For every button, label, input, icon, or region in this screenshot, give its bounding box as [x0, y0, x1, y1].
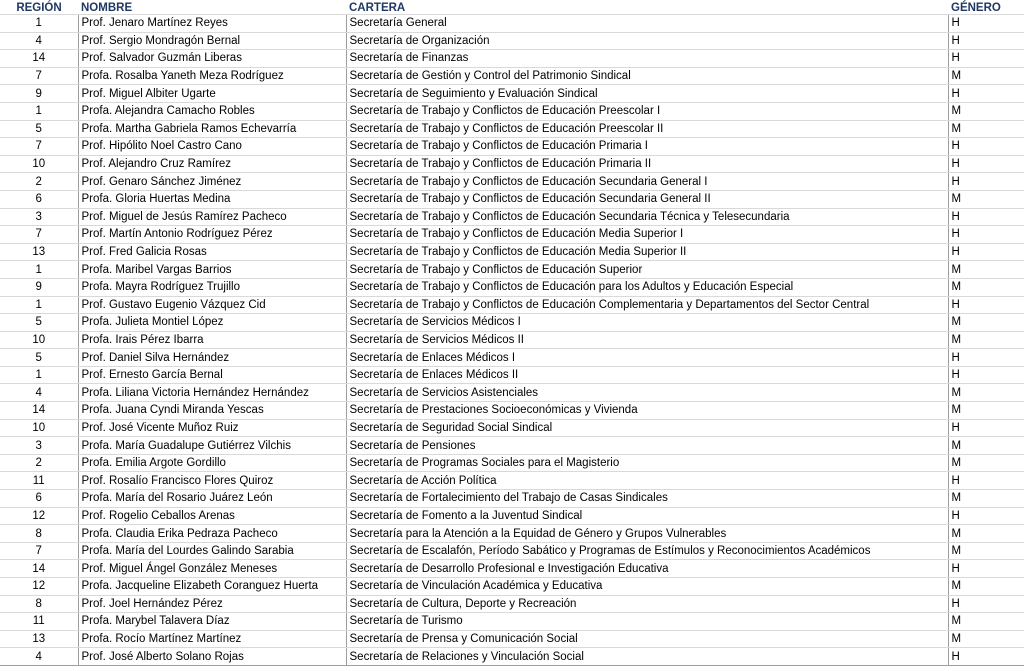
cell-cartera[interactable]: Secretaría de Fomento a la Juventud Sindical	[346, 507, 948, 525]
cell-cartera[interactable]: Secretaría de Vinculación Académica y Educativa	[346, 578, 948, 596]
cell-region[interactable]: 1	[0, 261, 78, 279]
table-row	[0, 208, 1024, 226]
cell-nombre[interactable]: Profa. Julieta Montiel López	[78, 314, 346, 332]
cell-nombre[interactable]: Profa. Mayra Rodríguez Trujillo	[78, 278, 346, 296]
cell-region[interactable]: 5	[0, 349, 78, 367]
cell-region[interactable]: 11	[0, 472, 78, 490]
cell-cartera[interactable]: Secretaría de Trabajo y Conflictos de Educación Preescolar II	[346, 120, 948, 138]
table-row	[0, 243, 1024, 261]
cell-nombre[interactable]: Prof. Rogelio Ceballos Arenas	[78, 507, 346, 525]
table-row	[0, 419, 1024, 437]
cell-genero[interactable]: H	[948, 50, 1024, 68]
cell-genero[interactable]: H	[948, 155, 1024, 173]
table-row	[0, 85, 1024, 103]
cell-region[interactable]: 9	[0, 278, 78, 296]
table-header	[0, 0, 1024, 15]
cell-genero[interactable]: H	[948, 560, 1024, 578]
cell-nombre[interactable]: Prof. Alejandro Cruz Ramírez	[78, 155, 346, 173]
cell-nombre[interactable]: Profa. Martha Gabriela Ramos Echevarría	[78, 120, 346, 138]
cell-region[interactable]: 4	[0, 648, 78, 666]
cell-cartera[interactable]: Secretaría de Pensiones	[346, 437, 948, 455]
cell-nombre[interactable]: Profa. Marybel Talavera Díaz	[78, 613, 346, 631]
cell-cartera[interactable]: Secretaría de Servicios Asistenciales	[346, 384, 948, 402]
cell-region[interactable]: 7	[0, 138, 78, 156]
cell-cartera[interactable]: Secretaría de Seguridad Social Sindical	[346, 419, 948, 437]
cell-cartera[interactable]: Secretaría de Trabajo y Conflictos de Educación Complementaria y Departamentos del Sector Central	[346, 296, 948, 314]
table-row	[0, 261, 1024, 279]
cell-cartera[interactable]: Secretaría de Trabajo y Conflictos de Educación Superior	[346, 261, 948, 279]
cell-cartera[interactable]: Secretaría General	[346, 15, 948, 33]
cell-nombre[interactable]: Prof. Ernesto García Bernal	[78, 366, 346, 384]
cell-region[interactable]: 1	[0, 102, 78, 120]
cell-cartera[interactable]: Secretaría de Servicios Médicos I	[346, 314, 948, 332]
cell-cartera[interactable]: Secretaría de Turismo	[346, 613, 948, 631]
table-row	[0, 278, 1024, 296]
cell-region[interactable]: 7	[0, 542, 78, 560]
cell-region[interactable]: 1	[0, 366, 78, 384]
table-row	[0, 384, 1024, 402]
cell-cartera[interactable]: Secretaría de Trabajo y Conflictos de Educación Primaria I	[346, 138, 948, 156]
cell-nombre[interactable]: Profa. Rocío Martínez Martínez	[78, 630, 346, 648]
cell-region[interactable]: 1	[0, 15, 78, 33]
cell-genero[interactable]: H	[948, 648, 1024, 666]
cell-nombre[interactable]: Profa. Gloria Huertas Medina	[78, 190, 346, 208]
table-body	[0, 15, 1024, 666]
cell-nombre[interactable]: Profa. Rosalba Yaneth Meza Rodríguez	[78, 67, 346, 85]
cell-region[interactable]: 5	[0, 120, 78, 138]
cell-genero[interactable]: H	[948, 349, 1024, 367]
table-row	[0, 173, 1024, 191]
cell-region[interactable]: 6	[0, 190, 78, 208]
cell-cartera[interactable]: Secretaría de Finanzas	[346, 50, 948, 68]
cell-nombre[interactable]: Profa. Liliana Victoria Hernández Hernández	[78, 384, 346, 402]
cell-cartera[interactable]: Secretaría de Servicios Médicos II	[346, 331, 948, 349]
cell-genero[interactable]: H	[948, 173, 1024, 191]
cell-region[interactable]: 10	[0, 155, 78, 173]
cell-region[interactable]: 10	[0, 419, 78, 437]
cell-cartera[interactable]: Secretaría de Relaciones y Vinculación Social	[346, 648, 948, 666]
table-row	[0, 190, 1024, 208]
cell-nombre[interactable]: Prof. José Vicente Muñoz Ruiz	[78, 419, 346, 437]
table-row	[0, 349, 1024, 367]
cell-genero[interactable]: M	[948, 490, 1024, 508]
cell-nombre[interactable]: Profa. Juana Cyndi Miranda Yescas	[78, 402, 346, 420]
cell-cartera[interactable]: Secretaría de Trabajo y Conflictos de Educación Media Superior II	[346, 243, 948, 261]
cell-region[interactable]: 2	[0, 454, 78, 472]
cell-genero[interactable]: H	[948, 32, 1024, 50]
cell-nombre[interactable]: Prof. Rosalío Francisco Flores Quiroz	[78, 472, 346, 490]
cell-region[interactable]: 13	[0, 243, 78, 261]
cell-nombre[interactable]: Prof. Gustavo Eugenio Vázquez Cid	[78, 296, 346, 314]
cell-nombre[interactable]: Prof. Sergio Mondragón Bernal	[78, 32, 346, 50]
cell-region[interactable]: 1	[0, 296, 78, 314]
table-row	[0, 67, 1024, 85]
table-row	[0, 314, 1024, 332]
table-row	[0, 437, 1024, 455]
cell-region[interactable]: 7	[0, 226, 78, 244]
cell-region[interactable]: 11	[0, 613, 78, 631]
cell-genero[interactable]: H	[948, 138, 1024, 156]
cell-genero[interactable]: M	[948, 261, 1024, 279]
header-nombre[interactable]: NOMBRE	[78, 0, 346, 15]
cell-cartera[interactable]: Secretaría de Fortalecimiento del Trabajo de Casas Sindicales	[346, 490, 948, 508]
cell-nombre[interactable]: Profa. Jacqueline Elizabeth Coranguez Huerta	[78, 578, 346, 596]
table-row	[0, 507, 1024, 525]
cell-cartera[interactable]: Secretaría de Enlaces Médicos II	[346, 366, 948, 384]
table-row	[0, 226, 1024, 244]
table-row	[0, 648, 1024, 666]
cell-genero[interactable]: H	[948, 507, 1024, 525]
cell-nombre[interactable]: Profa. Emilia Argote Gordillo	[78, 454, 346, 472]
cell-region[interactable]: 5	[0, 314, 78, 332]
cell-genero[interactable]: M	[948, 437, 1024, 455]
cell-genero[interactable]: H	[948, 85, 1024, 103]
cell-nombre[interactable]: Prof. Martín Antonio Rodríguez Pérez	[78, 226, 346, 244]
cell-genero[interactable]: H	[948, 472, 1024, 490]
cell-cartera[interactable]: Secretaría de Enlaces Médicos I	[346, 349, 948, 367]
header-region[interactable]: REGIÓN	[0, 0, 78, 15]
header-cartera[interactable]: CARTERA	[346, 0, 948, 15]
cell-nombre[interactable]: Profa. Maribel Vargas Barrios	[78, 261, 346, 279]
cell-region[interactable]: 9	[0, 85, 78, 103]
cell-cartera[interactable]: Secretaría de Acción Política	[346, 472, 948, 490]
cell-region[interactable]: 2	[0, 173, 78, 191]
cell-nombre[interactable]: Prof. Jenaro Martínez Reyes	[78, 15, 346, 33]
table-row	[0, 613, 1024, 631]
cell-cartera[interactable]: Secretaría de Trabajo y Conflictos de Educación Primaria II	[346, 155, 948, 173]
cell-nombre[interactable]: Prof. Hipólito Noel Castro Cano	[78, 138, 346, 156]
cell-nombre[interactable]: Profa. María Guadalupe Gutiérrez Vilchis	[78, 437, 346, 455]
cell-cartera[interactable]: Secretaría de Trabajo y Conflictos de Educación Secundaria Técnica y Telesecundaria	[346, 208, 948, 226]
cell-genero[interactable]: M	[948, 314, 1024, 332]
cell-cartera[interactable]: Secretaría para la Atención a la Equidad de Género y Grupos Vulnerables	[346, 525, 948, 543]
cell-region[interactable]: 13	[0, 630, 78, 648]
cell-cartera[interactable]: Secretaría de Trabajo y Conflictos de Educación Secundaria General II	[346, 190, 948, 208]
table-row	[0, 490, 1024, 508]
cell-region[interactable]: 6	[0, 490, 78, 508]
table-row	[0, 138, 1024, 156]
cell-region[interactable]: 14	[0, 50, 78, 68]
cell-cartera[interactable]: Secretaría de Trabajo y Conflictos de Educación Preescolar I	[346, 102, 948, 120]
cell-region[interactable]: 14	[0, 402, 78, 420]
cell-cartera[interactable]: Secretaría de Escalafón, Período Sabático y Programas de Estímulos y Reconocimientos Académicos	[346, 542, 948, 560]
cell-genero[interactable]: M	[948, 613, 1024, 631]
cell-genero[interactable]: H	[948, 226, 1024, 244]
table-row	[0, 472, 1024, 490]
table-row	[0, 120, 1024, 138]
cell-region[interactable]: 3	[0, 437, 78, 455]
cell-genero[interactable]: H	[948, 595, 1024, 613]
cell-genero[interactable]: H	[948, 208, 1024, 226]
table-row	[0, 15, 1024, 33]
cell-cartera[interactable]: Secretaría de Trabajo y Conflictos de Educación Media Superior I	[346, 226, 948, 244]
table-row	[0, 155, 1024, 173]
cell-cartera[interactable]: Secretaría de Prestaciones Socioeconómicas y Vivienda	[346, 402, 948, 420]
header-row	[0, 0, 1024, 15]
table-row	[0, 32, 1024, 50]
cell-genero[interactable]: M	[948, 190, 1024, 208]
cell-genero[interactable]: H	[948, 243, 1024, 261]
table-row	[0, 542, 1024, 560]
cell-nombre[interactable]: Prof. Salvador Guzmán Liberas	[78, 50, 346, 68]
cell-cartera[interactable]: Secretaría de Trabajo y Conflictos de Educación para los Adultos y Educación Especial	[346, 278, 948, 296]
cell-cartera[interactable]: Secretaría de Trabajo y Conflictos de Educación Secundaria General I	[346, 173, 948, 191]
table-row	[0, 560, 1024, 578]
cell-region[interactable]: 14	[0, 560, 78, 578]
table-row	[0, 630, 1024, 648]
cell-genero[interactable]: M	[948, 578, 1024, 596]
table-row	[0, 102, 1024, 120]
cell-genero[interactable]: M	[948, 384, 1024, 402]
cell-region[interactable]: 7	[0, 67, 78, 85]
cell-nombre[interactable]: Prof. Joel Hernández Pérez	[78, 595, 346, 613]
cell-genero[interactable]: M	[948, 402, 1024, 420]
table-row	[0, 578, 1024, 596]
cell-region[interactable]: 12	[0, 578, 78, 596]
cell-nombre[interactable]: Profa. María del Rosario Juárez León	[78, 490, 346, 508]
cell-nombre[interactable]: Prof. Miguel Ángel González Meneses	[78, 560, 346, 578]
cell-genero[interactable]: H	[948, 366, 1024, 384]
cell-region[interactable]: 12	[0, 507, 78, 525]
cell-nombre[interactable]: Prof. José Alberto Solano Rojas	[78, 648, 346, 666]
table-row	[0, 50, 1024, 68]
cell-cartera[interactable]: Secretaría de Seguimiento y Evaluación Sindical	[346, 85, 948, 103]
cell-cartera[interactable]: Secretaría de Desarrollo Profesional e Investigación Educativa	[346, 560, 948, 578]
cell-region[interactable]: 4	[0, 384, 78, 402]
cell-genero[interactable]: H	[948, 15, 1024, 33]
cell-region[interactable]: 8	[0, 595, 78, 613]
cell-cartera[interactable]: Secretaría de Cultura, Deporte y Recreación	[346, 595, 948, 613]
cell-genero[interactable]: H	[948, 419, 1024, 437]
cell-genero[interactable]: M	[948, 331, 1024, 349]
cell-genero[interactable]: M	[948, 120, 1024, 138]
cell-cartera[interactable]: Secretaría de Prensa y Comunicación Social	[346, 630, 948, 648]
table-row	[0, 296, 1024, 314]
cell-cartera[interactable]: Secretaría de Organización	[346, 32, 948, 50]
cell-genero[interactable]: M	[948, 278, 1024, 296]
cell-genero[interactable]: M	[948, 67, 1024, 85]
cell-nombre[interactable]: Profa. Alejandra Camacho Robles	[78, 102, 346, 120]
table-row	[0, 454, 1024, 472]
table-row	[0, 366, 1024, 384]
cell-region[interactable]: 8	[0, 525, 78, 543]
cell-region[interactable]: 10	[0, 331, 78, 349]
cell-nombre[interactable]: Profa. Irais Pérez Ibarra	[78, 331, 346, 349]
cell-genero[interactable]: M	[948, 102, 1024, 120]
cell-nombre[interactable]: Prof. Miguel de Jesús Ramírez Pacheco	[78, 208, 346, 226]
table-row	[0, 331, 1024, 349]
cell-genero[interactable]: H	[948, 296, 1024, 314]
cell-nombre[interactable]: Prof. Daniel Silva Hernández	[78, 349, 346, 367]
table-row	[0, 525, 1024, 543]
cell-nombre[interactable]: Prof. Fred Galicia Rosas	[78, 243, 346, 261]
cell-nombre[interactable]: Profa. María del Lourdes Galindo Sarabia	[78, 542, 346, 560]
cell-nombre[interactable]: Profa. Claudia Erika Pedraza Pacheco	[78, 525, 346, 543]
cell-nombre[interactable]: Prof. Miguel Albiter Ugarte	[78, 85, 346, 103]
header-genero[interactable]: GÉNERO	[948, 0, 1024, 15]
cell-region[interactable]: 3	[0, 208, 78, 226]
cell-cartera[interactable]: Secretaría de Programas Sociales para el Magisterio	[346, 454, 948, 472]
cell-cartera[interactable]: Secretaría de Gestión y Control del Patrimonio Sindical	[346, 67, 948, 85]
cell-genero[interactable]: M	[948, 630, 1024, 648]
cell-genero[interactable]: M	[948, 525, 1024, 543]
table-row	[0, 402, 1024, 420]
cell-genero[interactable]: M	[948, 454, 1024, 472]
cell-nombre[interactable]: Prof. Genaro Sánchez Jiménez	[78, 173, 346, 191]
cell-region[interactable]: 4	[0, 32, 78, 50]
cell-genero[interactable]: M	[948, 542, 1024, 560]
table-row	[0, 595, 1024, 613]
